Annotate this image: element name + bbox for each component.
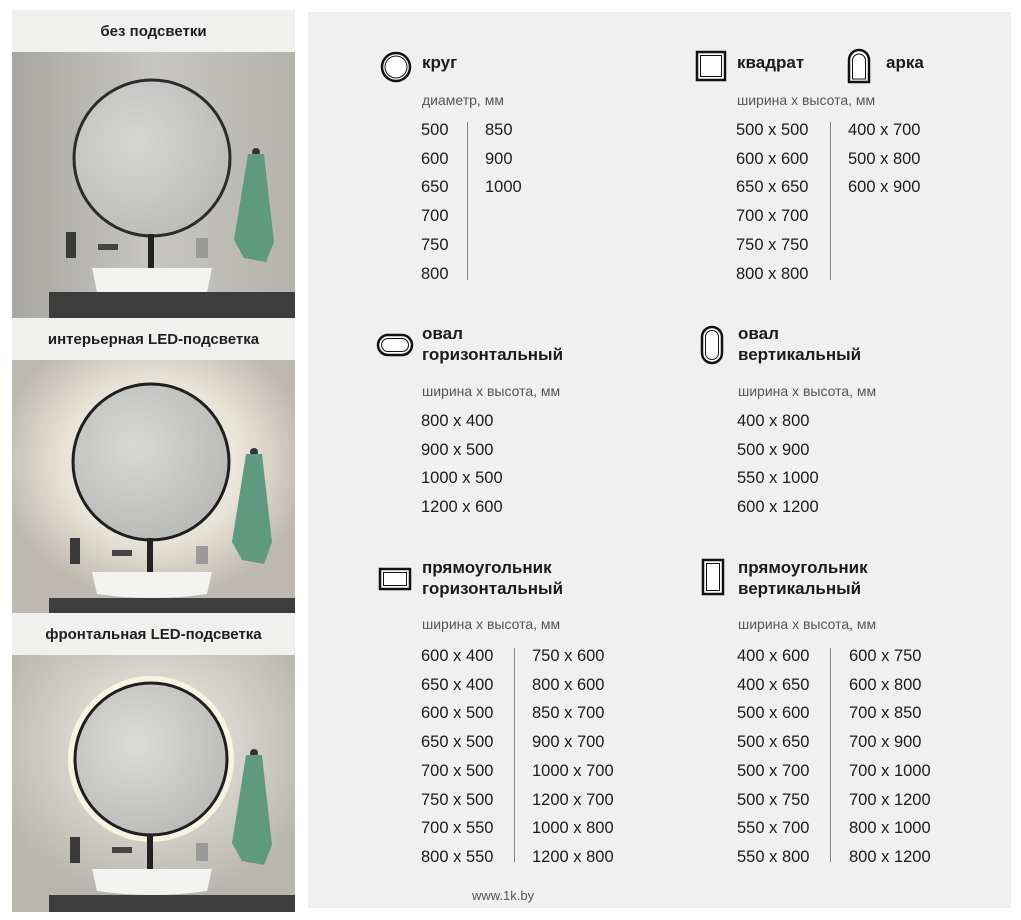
size-value: 650 х 650 <box>736 178 809 197</box>
size-value: 600 х 400 <box>421 647 494 665</box>
size-value: 700 х 1200 <box>849 790 931 809</box>
mirror-photo-back-light <box>12 360 295 613</box>
circle-title: круг <box>422 53 458 72</box>
size-value: 700 х 850 <box>849 704 922 723</box>
oval-horizontal-shape-icon <box>376 332 414 358</box>
title-line: овал <box>422 324 463 343</box>
size-value: 500 <box>421 121 449 139</box>
title-line: прямоугольник <box>422 558 552 577</box>
title-line: горизонтальный <box>422 579 564 598</box>
title-line: вертикальный <box>738 579 862 598</box>
title-line: вертикальный <box>738 345 862 364</box>
size-value: 800 х 1200 <box>849 847 931 866</box>
rectangle-horizontal-title <box>422 557 563 599</box>
size-value: 1200 х 800 <box>532 847 614 866</box>
column-divider <box>514 648 515 862</box>
arch-title: арка <box>886 53 924 72</box>
title-line: горизонтальный <box>422 345 564 364</box>
size-value: 600 х 1200 <box>737 498 819 517</box>
size-value: 600 х 600 <box>736 149 809 168</box>
size-value: 550 х 700 <box>737 819 810 838</box>
size-value: 800 х 550 <box>421 847 494 866</box>
size-value: 750 х 500 <box>421 790 494 809</box>
photo-caption-1: без подсветки <box>12 10 295 52</box>
size-value: 600 х 750 <box>849 647 922 665</box>
arch-shape-icon <box>847 48 871 84</box>
size-value: 550 х 800 <box>737 847 810 866</box>
size-value: 1000 <box>485 178 522 197</box>
mirror-no-light-image <box>12 52 295 318</box>
mirror-photo-no-light <box>12 52 295 318</box>
size-value: 1200 х 700 <box>532 790 614 809</box>
size-value: 400 х 700 <box>848 121 921 139</box>
size-value: 700 х 550 <box>421 819 494 838</box>
size-value: 400 х 600 <box>737 647 810 665</box>
square-shape-icon <box>695 50 727 82</box>
square-sizes-col <box>736 116 808 288</box>
size-value: 900 <box>485 149 513 168</box>
size-value: 700 х 1000 <box>849 761 931 780</box>
oval-horizontal-title <box>422 323 563 365</box>
size-value: 750 х 750 <box>736 235 809 254</box>
square-title: квадрат <box>737 53 805 72</box>
rectangle-horizontal-subtitle: ширина х высота, мм <box>422 616 561 632</box>
rectangle-vertical-shape-icon <box>700 558 726 596</box>
column-divider <box>467 122 468 280</box>
size-value: 800 х 400 <box>421 412 494 430</box>
size-value: 800 х 600 <box>532 675 605 694</box>
rectangle-horizontal-sizes-col1 <box>421 642 493 872</box>
circle-sizes-col1 <box>421 116 449 288</box>
size-value: 500 х 900 <box>737 440 810 459</box>
size-value: 500 х 650 <box>737 733 810 752</box>
size-value: 800 <box>421 264 449 283</box>
arch-sizes-col <box>848 116 920 202</box>
size-value: 1200 х 600 <box>421 498 503 517</box>
circle-sizes-col2 <box>485 116 522 202</box>
size-value: 650 <box>421 178 449 197</box>
size-value: 500 х 600 <box>737 704 810 723</box>
size-value: 600 х 900 <box>848 178 921 197</box>
size-value: 500 х 750 <box>737 790 810 809</box>
size-value: 1000 х 700 <box>532 761 614 780</box>
size-value: 550 х 1000 <box>737 469 819 488</box>
size-value: 850 х 700 <box>532 704 605 723</box>
circle-subtitle: диаметр, мм <box>422 92 504 108</box>
square-subtitle: ширина х высота, мм <box>737 92 876 108</box>
size-value: 800 х 800 <box>736 264 809 283</box>
size-value: 650 х 400 <box>421 675 494 694</box>
size-value: 600 х 800 <box>849 675 922 694</box>
mirror-photo-front-light <box>12 655 295 912</box>
photo-column <box>12 10 295 912</box>
size-value: 900 х 700 <box>532 733 605 752</box>
mirror-back-light-image <box>12 360 295 613</box>
size-value: 500 х 800 <box>848 149 921 168</box>
oval-vertical-sizes-col <box>737 407 819 522</box>
circle-shape-icon <box>380 51 412 83</box>
column-divider <box>830 648 831 862</box>
size-value: 700 х 700 <box>736 207 809 226</box>
size-value: 600 <box>421 149 449 168</box>
rectangle-horizontal-shape-icon <box>378 566 412 592</box>
watermark: www.1k.by <box>472 888 535 903</box>
title-line: овал <box>738 324 779 343</box>
size-value: 600 х 500 <box>421 704 494 723</box>
rectangle-vertical-subtitle: ширина х высота, мм <box>738 616 877 632</box>
size-value: 500 х 700 <box>737 761 810 780</box>
size-value: 900 х 500 <box>421 440 494 459</box>
size-value: 800 х 1000 <box>849 819 931 838</box>
rectangle-vertical-title <box>738 557 868 599</box>
oval-horizontal-sizes-col <box>421 407 503 522</box>
rectangle-vertical-sizes-col1 <box>737 642 809 872</box>
size-value: 1000 х 800 <box>532 819 614 838</box>
size-value: 650 х 500 <box>421 733 494 752</box>
size-value: 1000 х 500 <box>421 469 503 488</box>
photo-caption-2: интерьерная LED-подсветка <box>12 318 295 360</box>
size-value: 400 х 800 <box>737 412 810 430</box>
rectangle-vertical-sizes-col2 <box>849 642 931 872</box>
photo-caption-3: фронтальная LED-подсветка <box>12 613 295 655</box>
column-divider <box>830 122 831 280</box>
oval-horizontal-subtitle: ширина х высота, мм <box>422 383 561 399</box>
size-value: 700 х 500 <box>421 761 494 780</box>
title-line: прямоугольник <box>738 558 868 577</box>
size-value: 500 х 500 <box>736 121 809 139</box>
oval-vertical-shape-icon <box>699 325 725 365</box>
size-value: 750 <box>421 235 449 254</box>
size-value: 750 х 600 <box>532 647 605 665</box>
oval-vertical-title <box>738 323 861 365</box>
mirror-front-light-image <box>12 655 295 912</box>
size-value: 400 х 650 <box>737 675 810 694</box>
rectangle-horizontal-sizes-col2 <box>532 642 614 872</box>
size-value: 700 <box>421 207 449 226</box>
size-value: 700 х 900 <box>849 733 922 752</box>
oval-vertical-subtitle: ширина х высота, мм <box>738 383 877 399</box>
size-value: 850 <box>485 121 513 139</box>
sizes-panel <box>308 12 1011 908</box>
